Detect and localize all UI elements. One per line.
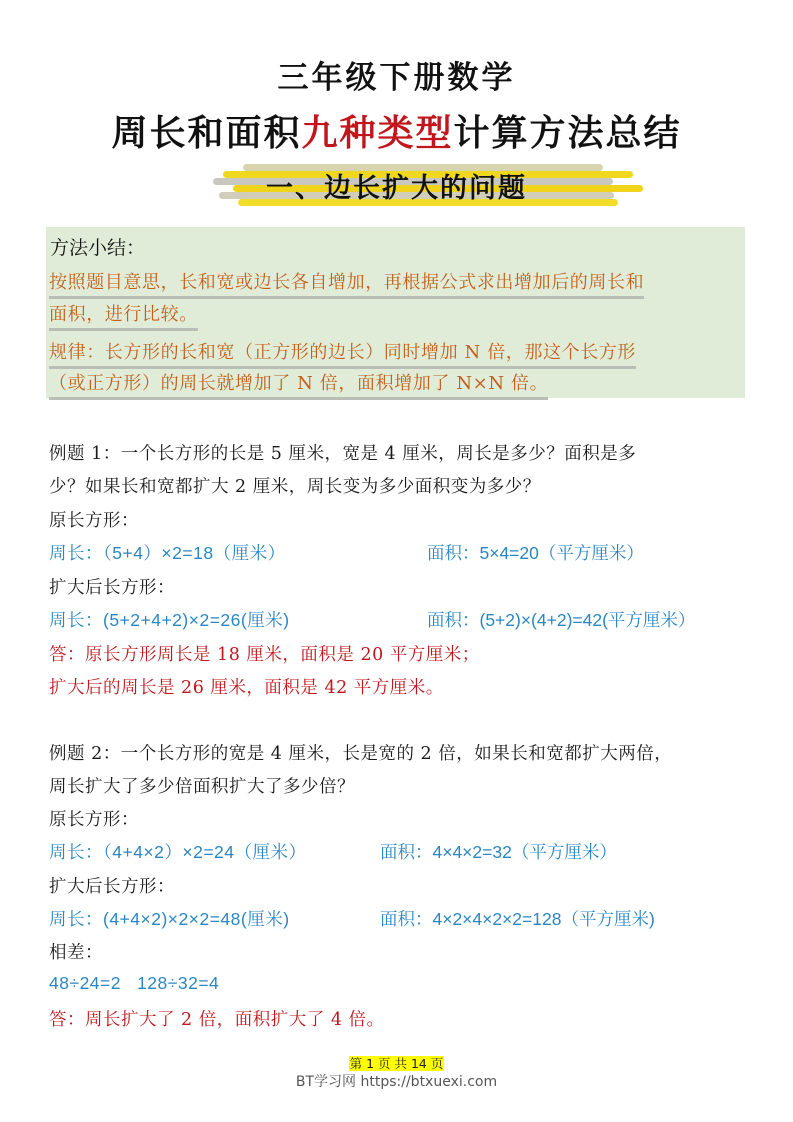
example2-question: 例题 2：一个长方形的宽是 4 厘米，长是宽的 2 倍，如果长和宽都扩大两倍， (49, 744, 673, 764)
subtitle-suffix: 计算方法总结 (453, 112, 682, 154)
summary-line: 面积，进行比较。 (49, 303, 198, 331)
document-title: 三年级下册数学 (277, 60, 516, 96)
example2-enlarged-label: 扩大后长方形： (49, 877, 175, 897)
example1-enlarged-perimeter: 周长：(5+2+4+2)×2=26(厘米) (49, 610, 290, 630)
page-indicator (0, 1054, 793, 1072)
example1-question: 例题 1：一个长方形的长是 5 厘米，宽是 4 厘米，周长是多少？面积是多 (49, 444, 637, 464)
example2-original-label: 原长方形： (49, 810, 139, 830)
example1-original-label: 原长方形： (49, 511, 139, 531)
summary-line: 按照题目意思，长和宽或边长各自增加，再根据公式求出增加后的周长和 (49, 271, 644, 299)
example2-answer: 答：周长扩大了 2 倍，面积扩大了 4 倍。 (49, 1010, 385, 1030)
example1-answer: 答：原长方形周长是 18 厘米，面积是 20 平方厘米； (49, 645, 480, 665)
site-watermark: BT学习网 https://btxuexi.com (295, 1074, 498, 1090)
example2-original-perimeter: 周长：（4+4×2）×2=24（厘米） (49, 842, 307, 862)
example2-diff-label: 相差： (49, 943, 103, 963)
document-subtitle (0, 105, 793, 156)
page-indicator-text: 第 1 页 共 14 页 (349, 1056, 444, 1071)
section-title: 一、边长扩大的问题 (266, 173, 527, 204)
summary-title: 方法小结： (50, 237, 146, 259)
example1-original-perimeter: 周长：（5+4）×2=18（厘米） (49, 543, 286, 563)
subtitle-highlight: 九种类型 (301, 112, 454, 154)
example1-answer: 扩大后的周长是 26 厘米，面积是 42 平方厘米。 (49, 678, 444, 698)
example1-original-area: 面积：5×4=20（平方厘米） (427, 543, 644, 563)
example2-diff-calc: 48÷24=2 128÷32=4 (49, 973, 220, 993)
summary-line: 规律：长方形的长和宽（正方形的边长）同时增加 N 倍，那这个长方形 (49, 341, 636, 369)
example1-enlarged-label: 扩大后长方形： (49, 578, 175, 598)
summary-line: （或正方形）的周长就增加了 N 倍，面积增加了 N×N 倍。 (49, 372, 548, 400)
example2-original-area: 面积：4×4×2=32（平方厘米） (380, 842, 617, 862)
example2-question: 周长扩大了多少倍面积扩大了多少倍？ (49, 777, 355, 797)
subtitle-prefix: 周长和面积 (111, 112, 302, 154)
example2-enlarged-area: 面积：4×2×4×2×2=128（平方厘米) (380, 909, 655, 929)
example2-enlarged-perimeter: 周长：(4+4×2)×2×2=48(厘米) (49, 909, 290, 929)
example1-question: 少？如果长和宽都扩大 2 厘米，周长变为多少面积变为多少？ (49, 477, 541, 497)
example1-enlarged-area: 面积：(5+2)×(4+2)=42(平方厘米） (427, 610, 696, 630)
